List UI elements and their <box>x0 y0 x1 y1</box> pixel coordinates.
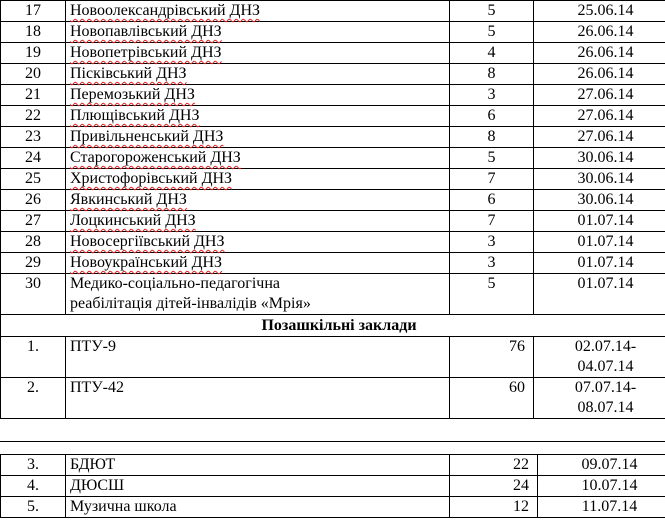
children-count: 5 <box>450 22 534 43</box>
table-row <box>1 148 665 169</box>
institution-name-text: Христофорівський ДНЗ <box>70 170 233 187</box>
institution-name <box>66 169 450 190</box>
visit-date-start: 07.07.14- <box>574 379 637 396</box>
institution-name-text: Пісківський ДНЗ <box>70 65 187 82</box>
table-row <box>1 455 665 476</box>
row-number: 25 <box>1 169 66 190</box>
row-number: 22 <box>1 106 66 127</box>
institution-name-line: реабілітація дітей-інвалідів «Мрія» <box>70 295 311 312</box>
visit-date: 25.06.14 <box>534 1 665 22</box>
row-number: 23 <box>1 127 66 148</box>
visit-date: 30.06.14 <box>534 190 665 211</box>
institution-name-text: Новопетрівський ДНЗ <box>70 44 222 61</box>
row-number: 20 <box>1 64 66 85</box>
children-count: 3 <box>450 232 534 253</box>
visit-date: 01.07.14 <box>534 211 665 232</box>
institution-name <box>66 1 450 22</box>
institution-name: БДЮТ <box>66 455 450 476</box>
institution-name <box>66 85 450 106</box>
row-number: 17 <box>1 1 66 22</box>
institution-name: ПТУ-9 <box>66 337 450 378</box>
institution-name-text: Новосергіївський ДНЗ <box>70 233 225 250</box>
visit-date: 01.07.14 <box>534 253 665 274</box>
row-number: 27 <box>1 211 66 232</box>
children-count: 22 <box>450 455 538 476</box>
children-count: 60 <box>450 378 534 419</box>
section-title: Позашкільні заклади <box>1 315 665 337</box>
institution-name <box>66 148 450 169</box>
institution-name <box>66 22 450 43</box>
institution-name: ПТУ-42 <box>66 378 450 419</box>
visit-date: 11.07.14 <box>538 497 665 518</box>
table-row <box>1 274 665 315</box>
table-row <box>1 22 665 43</box>
children-count: 4 <box>450 43 534 64</box>
children-count: 3 <box>450 85 534 106</box>
row-number: 21 <box>1 85 66 106</box>
row-number: 28 <box>1 232 66 253</box>
visit-date-end: 04.07.14 <box>577 358 634 375</box>
table-row <box>1 378 665 419</box>
children-count: 5 <box>450 148 534 169</box>
row-number: 19 <box>1 43 66 64</box>
institution-name <box>66 127 450 148</box>
visit-date: 26.06.14 <box>534 64 665 85</box>
table-row <box>1 127 665 148</box>
institution-name-text: Явкинський ДНЗ <box>70 191 187 208</box>
visit-date: 27.06.14 <box>534 85 665 106</box>
children-count: 76 <box>450 337 534 378</box>
institution-name-text: Перемозький ДНЗ <box>70 86 195 103</box>
institution-name <box>66 253 450 274</box>
institution-name <box>66 232 450 253</box>
table-row <box>1 232 665 253</box>
visit-date <box>534 378 665 419</box>
children-count: 6 <box>450 106 534 127</box>
row-number: 24 <box>1 148 66 169</box>
institution-name-text: Новоолександрівський ДНЗ <box>70 2 261 19</box>
table-row <box>1 476 665 497</box>
visit-date: 09.07.14 <box>538 455 665 476</box>
children-count: 5 <box>450 1 534 22</box>
institutions-table-body <box>1 1 665 419</box>
children-count: 12 <box>450 497 538 518</box>
institution-name <box>66 106 450 127</box>
row-number: 29 <box>1 253 66 274</box>
row-number: 1. <box>1 337 66 378</box>
children-count: 24 <box>450 476 538 497</box>
table-row <box>1 106 665 127</box>
row-number: 30 <box>1 274 66 315</box>
children-count: 6 <box>450 190 534 211</box>
institution-name-text: Привільненський ДНЗ <box>70 128 224 145</box>
institution-name-text: Новопавлівський ДНЗ <box>70 23 222 40</box>
row-number: 3. <box>1 455 66 476</box>
institution-name-line: Медико-соціально-педагогічна <box>70 275 280 292</box>
section-header-row <box>1 315 665 337</box>
visit-date: 27.06.14 <box>534 106 665 127</box>
institution-name-text: Старогороженський ДНЗ <box>70 149 241 166</box>
institution-name <box>66 43 450 64</box>
row-number: 26 <box>1 190 66 211</box>
row-number: 18 <box>1 22 66 43</box>
table-row <box>1 85 665 106</box>
institution-name: ДЮСШ <box>66 476 450 497</box>
table-row <box>1 64 665 85</box>
table-row <box>1 190 665 211</box>
visit-date: 10.07.14 <box>538 476 665 497</box>
table-row <box>1 1 665 22</box>
children-count: 8 <box>450 64 534 85</box>
page-break-line <box>0 441 665 442</box>
table-row <box>1 337 665 378</box>
visit-date: 01.07.14 <box>534 274 665 315</box>
institution-name <box>66 64 450 85</box>
institution-name <box>66 190 450 211</box>
table-row <box>1 497 665 518</box>
visit-date: 01.07.14 <box>534 232 665 253</box>
institutions-table-continued <box>0 454 665 518</box>
row-number: 4. <box>1 476 66 497</box>
children-count: 7 <box>450 211 534 232</box>
visit-date: 26.06.14 <box>534 22 665 43</box>
visit-date: 27.06.14 <box>534 127 665 148</box>
children-count: 5 <box>450 274 534 315</box>
institution-name-text: Лоцкинський ДНЗ <box>70 212 196 229</box>
table-row <box>1 169 665 190</box>
visit-date-start: 02.07.14- <box>574 338 637 355</box>
row-number: 5. <box>1 497 66 518</box>
visit-date: 26.06.14 <box>534 43 665 64</box>
institution-name: Музична школа <box>66 497 450 518</box>
visit-date: 30.06.14 <box>534 148 665 169</box>
institution-name-text: Плющівський ДНЗ <box>70 107 200 124</box>
visit-date: 30.06.14 <box>534 169 665 190</box>
institution-name <box>66 211 450 232</box>
row-number: 2. <box>1 378 66 419</box>
visit-date-end: 08.07.14 <box>577 399 634 416</box>
children-count: 7 <box>450 169 534 190</box>
table-row <box>1 253 665 274</box>
visit-date <box>534 337 665 378</box>
institution-name <box>66 274 450 315</box>
children-count: 3 <box>450 253 534 274</box>
table-row <box>1 43 665 64</box>
institution-name-text: Новоукраїнський ДНЗ <box>70 254 223 271</box>
children-count: 8 <box>450 127 534 148</box>
table-row <box>1 211 665 232</box>
